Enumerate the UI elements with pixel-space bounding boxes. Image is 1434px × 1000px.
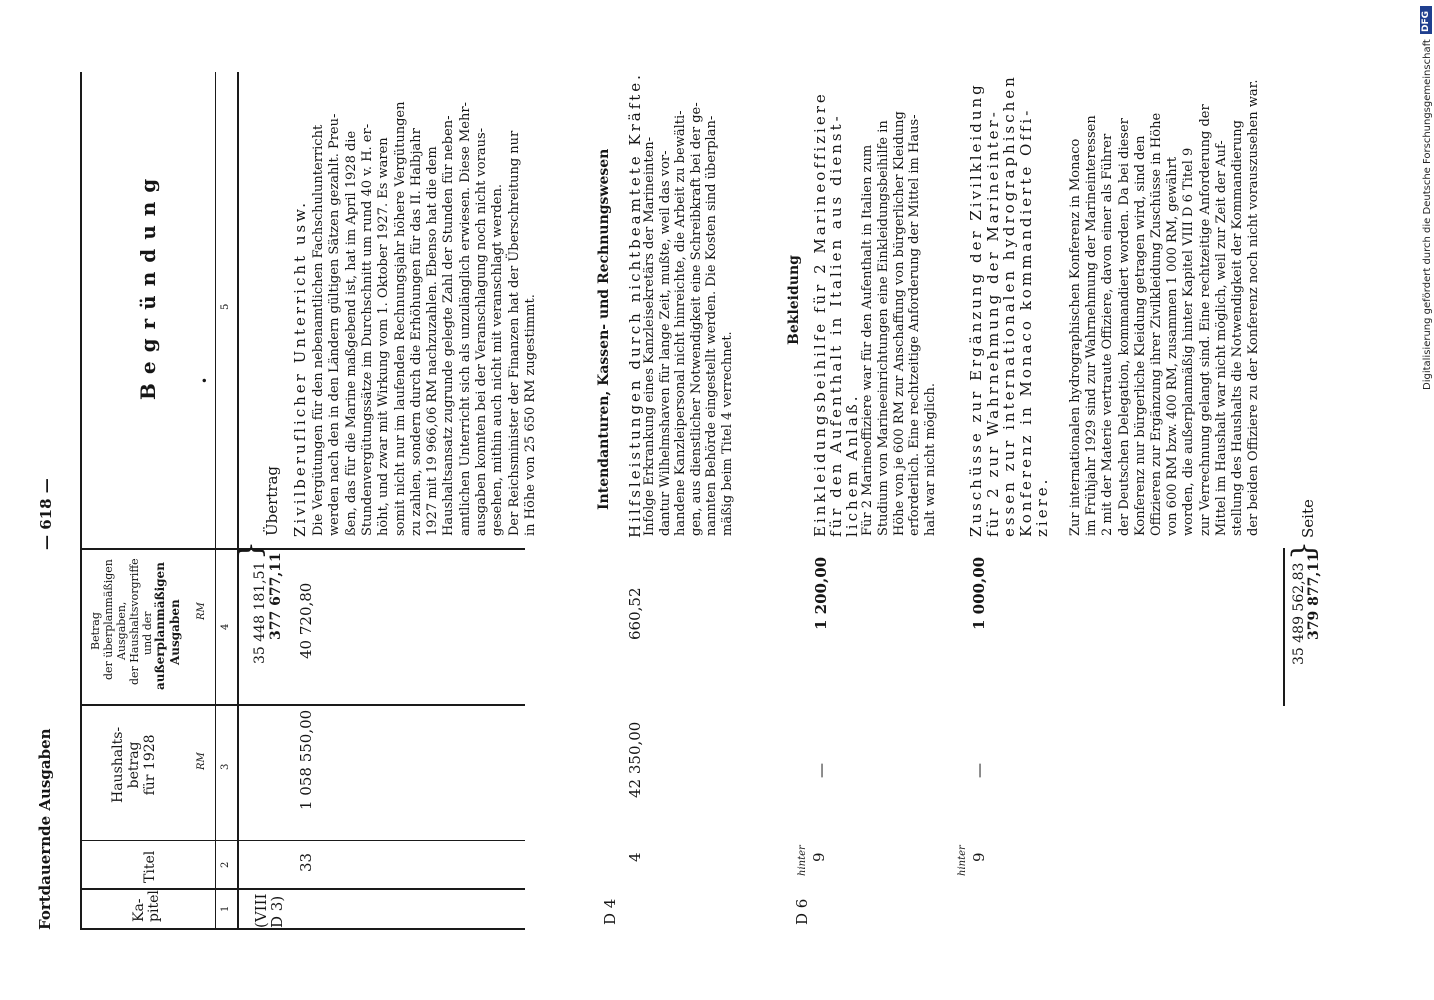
body-text-line: der Deutschen Delegation, kommandiert worden. Da bei dieser — [1116, 118, 1132, 536]
page-number: — 618 — — [37, 478, 55, 550]
body-text-line: Zur internationalen hydrographischen Konferenz in Monaco — [1068, 138, 1083, 536]
running-head: Fortdauernde Ausgaben — [36, 728, 54, 930]
body-text-line: Offizieren zur Ergänzung ihrer Zivilkleidung Zuschüsse in Höhe — [1149, 112, 1164, 536]
header-betrag-l2: der überplanmäßigen — [102, 559, 115, 680]
header-betrag-l6: außerplanmäßigen — [153, 562, 167, 690]
uebertrag-amount-1: 35 448 181,51 — [252, 561, 268, 664]
row4-haushalt: — — [970, 763, 988, 778]
seite-amount-2: 379 877,11 — [1306, 552, 1322, 640]
colnum-2: 2 — [220, 861, 231, 868]
body-text-line: halt war nicht möglich. — [923, 383, 939, 536]
body-text-line: 2 mit der Materie vertraute Offiziere, davon einer als Führer — [1100, 133, 1116, 536]
col-divider-4-5 — [80, 548, 525, 550]
table-bottom-rule — [80, 928, 525, 930]
row1-betrag: 40 720,80 — [297, 582, 315, 659]
body-text-line: von 600 RM bzw. 400 RM, zusammen 1 000 RM, gewährt — [1165, 156, 1181, 536]
row3-kapitel: D 6 — [793, 898, 811, 925]
body-text-line: Die Vergütungen für den nebenamtlichen Fachschulunterricht — [311, 124, 326, 536]
body-text-line: in Höhe von 25 650 RM zugestimmt. — [522, 294, 538, 536]
row3-betrag: 1 200,00 — [812, 556, 830, 630]
heading-line: ziere. — [1033, 476, 1051, 537]
row2-section: Intendanturen, Kassen- und Rechnungswesen — [596, 148, 612, 510]
header-betrag-unit: RM — [196, 602, 207, 620]
header-kapitel: Ka- pitel — [131, 890, 163, 922]
body-text-line: Konferenz nur bürgerliche Kleidung getragen wird, sind den — [1132, 135, 1148, 536]
header-betrag-l5: und der — [141, 611, 154, 655]
seite-amount-1: 35 489 562,83 — [1291, 562, 1307, 665]
body-text-line: handene Kanzleipersonal nicht hinreichte, die Arbeit zu bewälti- — [673, 110, 688, 536]
seite-brace: } — [1286, 540, 1321, 560]
heading-line: für 2 zur Wahrnehmung der Marineinter- — [983, 109, 1002, 537]
header-betrag-l1: Betrag — [89, 612, 102, 650]
body-text-line: gen, aus dienstlicher Notwendigkeit eine Schreibkraft bei der ge- — [688, 102, 704, 536]
row2-kapitel: D 4 — [601, 898, 619, 925]
row3-titel: 9 — [810, 852, 828, 862]
body-text-line: dantur Wilhelmshaven für lange Zeit, mußte, weil das vor- — [657, 150, 673, 536]
row1-titel: 33 — [297, 852, 315, 872]
colnum-3: 3 — [220, 763, 231, 770]
colnum-5: 5 — [220, 303, 231, 310]
colnum-divider — [215, 72, 216, 930]
body-text-line: worden, die außerplanmäßig hinter Kapitel VIII D 6 Titel 9 — [1181, 147, 1197, 536]
row3-titel-prefix: hinter — [797, 845, 808, 876]
row1-haushalt: 1 058 550,00 — [297, 709, 315, 810]
header-bottom-rule — [237, 72, 239, 930]
uebertrag-amount-2: 377 677,11 — [268, 552, 284, 640]
header-titel: Titel — [142, 850, 158, 883]
body-text-line: ßen, das für die Marine maßgebend ist, hat im April 1928 die — [343, 130, 359, 536]
body-text-line: ausgaben konnten bei der Veranschlagung noch nicht voraus- — [474, 127, 489, 536]
body-text-line: zur Verrechnung gelangt sind. Eine rechtzeitige Anforderung der — [1197, 104, 1213, 536]
body-text-line: werden nach den in den Ländern gültigen Sätzen gezahlt. Preu- — [327, 113, 343, 536]
row4-betrag: 1 000,00 — [970, 556, 988, 630]
body-text-line: stellung des Haushalts die Notwendigkeit der Kommandierung — [1230, 120, 1245, 536]
body-text-line: Infolge Erkrankung eines Kanzleisekretärs der Marineinten- — [642, 136, 657, 536]
body-text-line: Für 2 Marineoffiziere war für den Aufenthalt in Italien zum — [860, 144, 875, 536]
dfg-logo: DFG — [1420, 6, 1432, 34]
header-begruendung: Begründung — [136, 169, 160, 400]
heading-line: Konferenz in Monaco kommandierte Offi- — [1016, 107, 1035, 537]
body-text-line: höht, und zwar mit Wirkung vom 1. Oktober 1927. Es waren — [376, 137, 392, 536]
heading-line: für den Aufenthalt in Italien aus dienst- — [827, 113, 845, 537]
body-text-line: Stundenvergütungssätze im Durchschnitt um rund 40 v. H. er- — [359, 123, 375, 536]
row3-haushalt: — — [812, 763, 830, 778]
header-haushaltsbetrag: Haushalts- betrag für 1928 — [110, 726, 159, 803]
colnum-1: 1 — [220, 905, 231, 912]
body-text-line: zu zahlen, sondern durch die Erhöhungen für das II. Halbjahr — [408, 128, 424, 536]
row1-kapitel: (VIII D 3) — [252, 893, 286, 928]
row4-titel-prefix: hinter — [957, 845, 968, 876]
heading-line: Einkleidungsbeihilfe für 2 Marineoffiziere — [811, 91, 829, 537]
digitization-credit: Digitalisierung gefördert durch die Deutsche Forschungsgemeinschaft — [1422, 39, 1433, 390]
row2-betrag: 660,52 — [626, 587, 644, 640]
body-text-line: der beiden Offiziere zu der Konferenz noch nicht vorauszusehen war. — [1246, 79, 1262, 536]
header-betrag-l3: Ausgaben, — [115, 601, 128, 660]
body-text-line: nannten Behörde eingestellt werden. Die Kosten sind überplan- — [704, 115, 719, 536]
body-text-line: 1927 mit 19 966,06 RM nachzuzahlen. Ebenso hat die dem — [425, 146, 441, 536]
uebertrag-brace: } — [233, 540, 268, 560]
heading-line: essen zur internationalen hydrographischen — [1000, 74, 1018, 537]
row1-heading: Zivilberuflicher Unterricht usw. — [291, 199, 309, 537]
body-text-line: Studium von Marineeinrichtungen eine Einkleidungsbeihilfe in — [875, 120, 891, 536]
body-text-line: somit nicht nur im laufenden Rechnungsjahr höhere Vergütungen — [392, 101, 408, 536]
body-text-line: Mittel im Haushalt war nicht möglich, weil zur Zeit der Auf- — [1213, 140, 1229, 536]
row4-titel: 9 — [970, 852, 988, 862]
col-divider-3-4 — [80, 704, 525, 706]
col-divider-2-3 — [80, 840, 525, 841]
header-betrag-l4: der Haushaltsvorgriffe — [128, 558, 141, 685]
body-text-line: gesehen, mithin auch nicht mit veranschlagt werden. — [490, 184, 506, 536]
body-text-line: Höhe von je 600 RM zur Anschaffung von bürgerlicher Kleidung — [891, 111, 907, 536]
header-dot: • — [198, 376, 212, 384]
row2-titel: 4 — [626, 852, 644, 862]
table-top-rule — [80, 72, 82, 930]
uebertrag-label: Übertrag — [263, 465, 281, 536]
seite-label: Seite — [1299, 499, 1317, 538]
body-text-line: mäßig beim Titel 4 verrechnet. — [719, 331, 735, 536]
heading-line: Zuschüsse zur Ergänzung der Zivilkleidung — [967, 82, 985, 537]
row2-heading: Hilfsleistungen durch nichtbeamtete Kräfte. — [626, 72, 644, 538]
header-betrag-l7: Ausgaben — [168, 599, 182, 665]
row2-haushalt: 42 350,00 — [626, 721, 644, 798]
body-text-line: Haushaltsansatz zugrunde gelegte Zahl der Stunden für neben- — [441, 115, 457, 536]
body-text-line: im Frühjahr 1929 sind zur Wahrnehmung der Marineinteressen — [1084, 115, 1100, 536]
heading-line: lichem Anlaß. — [843, 393, 861, 537]
body-text-line: amtlichen Unterricht sich als unzulänglich erwiesen. Diese Mehr- — [457, 102, 473, 536]
body-text-line: Der Reichsminister der Finanzen hat der Überschreitung nur — [506, 130, 522, 536]
colnum-4: 4 — [220, 623, 231, 630]
header-haushalt-unit: RM — [196, 752, 207, 770]
body-text-line: erforderlich. Eine rechtzeitige Anforderung der Mittel im Haus- — [907, 114, 923, 536]
row3-section: Bekleidung — [786, 255, 802, 345]
sum-rule — [1283, 548, 1285, 706]
